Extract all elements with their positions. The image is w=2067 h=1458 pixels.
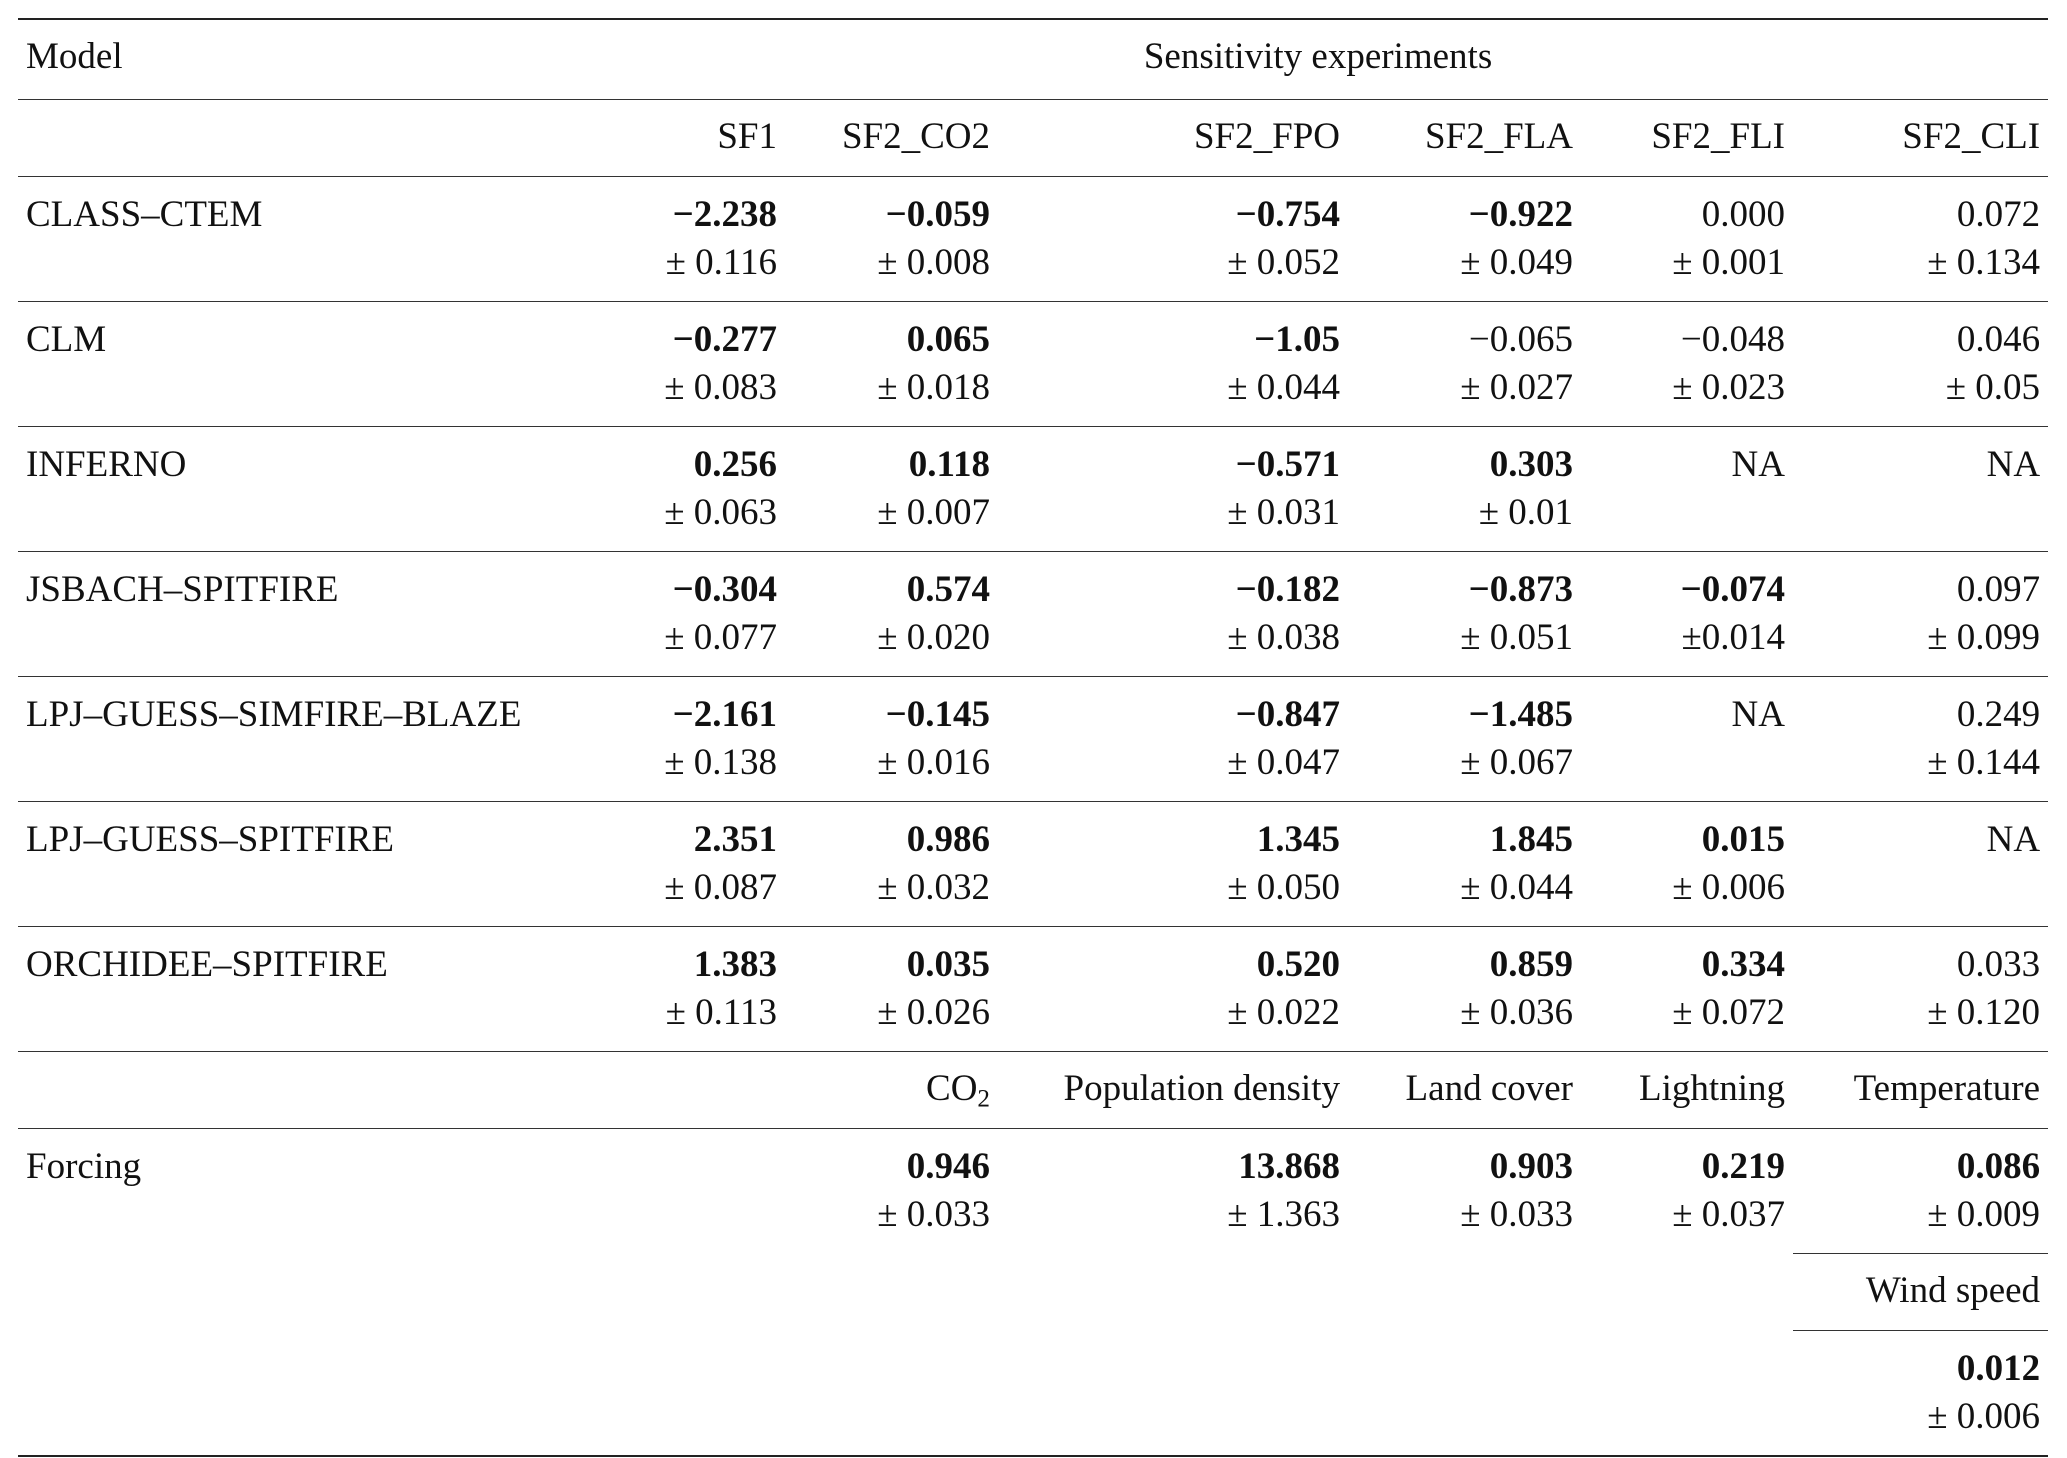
table-cell	[1348, 552, 1581, 677]
cell-error: ± 1.363	[1227, 1194, 1340, 1235]
cell-error: ± 0.050	[1227, 867, 1340, 908]
cell-error: ±0.014	[1681, 617, 1785, 658]
cell-error: ± 0.009	[1927, 1194, 2041, 1235]
cell-error: ± 0.032	[877, 867, 990, 908]
model-name: CLASS–CTEM	[18, 177, 588, 302]
cell-error: ± 0.099	[1927, 617, 2041, 658]
cell-error: ± 0.027	[1460, 367, 1573, 408]
cell-value: −0.304	[672, 569, 777, 610]
experiment-header-row	[18, 100, 2048, 177]
table-cell	[998, 552, 1348, 677]
forcing-header-lightning: Lightning	[1581, 1052, 1793, 1129]
cell-value: 0.046	[1956, 319, 2041, 360]
table-cell	[785, 802, 998, 927]
col-header-sf2-cli: SF2_CLI	[1793, 100, 2048, 177]
cell-value: 0.035	[906, 944, 990, 985]
table-cell	[785, 302, 998, 427]
forcing-header-land-cover: Land cover	[1348, 1052, 1581, 1129]
model-name: INFERNO	[18, 427, 588, 552]
forcing-header-co2	[785, 1052, 998, 1129]
cell-error: ± 0.051	[1460, 617, 1573, 658]
cell-value: −0.277	[672, 319, 777, 360]
wind-header-spacer	[18, 1254, 1793, 1331]
cell-value: 0.000	[1701, 194, 1785, 235]
table-cell	[1348, 677, 1581, 802]
table-cell	[1793, 302, 2048, 427]
cell-error: ± 0.116	[665, 242, 777, 283]
table-cell	[1793, 927, 2048, 1052]
table-cell	[1348, 427, 1581, 552]
wind-speed-label: Wind speed	[1793, 1254, 2048, 1331]
cell-value: −2.238	[672, 194, 777, 235]
table-cell	[785, 677, 998, 802]
cell-value: 2.351	[693, 819, 777, 860]
table-cell	[588, 927, 785, 1052]
sensitivity-table	[18, 18, 2048, 1457]
table-cell	[998, 927, 1348, 1052]
cell-error: ± 0.049	[1460, 242, 1573, 283]
cell-error: ± 0.138	[664, 742, 777, 783]
cell-value: −0.847	[1235, 694, 1340, 735]
table-cell	[1581, 552, 1793, 677]
cell-value: 0.012	[1956, 1348, 2041, 1389]
cell-value: 0.520	[1256, 944, 1340, 985]
cell-value: −0.065	[1468, 319, 1573, 360]
model-name: LPJ–GUESS–SPITFIRE	[18, 802, 588, 927]
cell-value: 0.946	[906, 1146, 990, 1187]
cell-value: 0.065	[906, 319, 990, 360]
table-cell	[588, 552, 785, 677]
wind-header-row	[18, 1254, 2048, 1331]
table-cell	[1793, 677, 2048, 802]
forcing-header-spacer	[18, 1052, 588, 1129]
forcing-empty-cell	[588, 1129, 785, 1254]
cell-value: 0.097	[1956, 569, 2041, 610]
cell-error: ± 0.044	[1460, 867, 1573, 908]
cell-error: ± 0.023	[1672, 367, 1785, 408]
cell-value: 0.015	[1701, 819, 1785, 860]
cell-error: ± 0.036	[1460, 992, 1573, 1033]
co2-subscript: 2	[977, 1085, 990, 1113]
forcing-label: Forcing	[18, 1129, 588, 1254]
cell-error: ± 0.001	[1672, 242, 1785, 283]
cell-value: 0.249	[1956, 694, 2041, 735]
cell-error: ± 0.144	[1927, 742, 2041, 783]
cell-value: 0.118	[908, 444, 990, 485]
table-cell	[588, 302, 785, 427]
forcing-population-cell	[998, 1129, 1348, 1254]
wind-speed-cell	[1793, 1331, 2048, 1457]
col-header-sf2-fpo: SF2_FPO	[998, 100, 1348, 177]
model-name: ORCHIDEE–SPITFIRE	[18, 927, 588, 1052]
table-row	[18, 677, 2048, 802]
cell-error: ± 0.01	[1478, 492, 1573, 533]
table-cell	[785, 427, 998, 552]
forcing-co2-cell	[785, 1129, 998, 1254]
table-cell	[1348, 927, 1581, 1052]
table-cell	[588, 802, 785, 927]
col-header-sf2-fla: SF2_FLA	[1348, 100, 1581, 177]
table-cell	[1581, 677, 1793, 802]
cell-value: 1.345	[1256, 819, 1340, 860]
table-cell	[998, 177, 1348, 302]
cell-error: ± 0.063	[664, 492, 777, 533]
cell-error: ± 0.016	[877, 742, 990, 783]
table-row	[18, 927, 2048, 1052]
cell-value: 0.086	[1956, 1146, 2041, 1187]
table-cell	[998, 427, 1348, 552]
table-row	[18, 177, 2048, 302]
cell-value: 0.033	[1956, 944, 2041, 985]
cell-error: ± 0.083	[664, 367, 777, 408]
cell-value: 13.868	[1238, 1146, 1340, 1187]
model-name: JSBACH–SPITFIRE	[18, 552, 588, 677]
table-cell	[998, 677, 1348, 802]
cell-value: 0.574	[906, 569, 990, 610]
cell-error: ± 0.077	[664, 617, 777, 658]
cell-value: −1.05	[1254, 319, 1340, 360]
cell-value: −0.754	[1235, 194, 1340, 235]
cell-error: ± 0.033	[1460, 1194, 1573, 1235]
table-row	[18, 802, 2048, 927]
cell-value: −0.922	[1468, 194, 1573, 235]
cell-error: ± 0.044	[1227, 367, 1340, 408]
forcing-temperature-cell	[1793, 1129, 2048, 1254]
col-header-sf2-co2: SF2_CO2	[785, 100, 998, 177]
header-spacer	[18, 100, 588, 177]
table-cell	[785, 552, 998, 677]
table-cell	[785, 177, 998, 302]
table-cell	[1348, 802, 1581, 927]
table-cell	[1581, 177, 1793, 302]
table-cell	[1348, 177, 1581, 302]
forcing-header-row	[18, 1052, 2048, 1129]
cell-error: ± 0.018	[877, 367, 990, 408]
cell-value: 0.219	[1701, 1146, 1785, 1187]
cell-value: 0.256	[693, 444, 777, 485]
cell-error: ± 0.037	[1672, 1194, 1785, 1235]
forcing-lightning-cell	[1581, 1129, 1793, 1254]
cell-error: ± 0.120	[1927, 992, 2041, 1033]
cell-value: −0.048	[1680, 319, 1785, 360]
cell-error: ± 0.113	[665, 992, 777, 1033]
cell-value: 0.303	[1489, 444, 1573, 485]
cell-error: ± 0.031	[1227, 492, 1340, 533]
wind-row-spacer	[18, 1331, 1793, 1457]
cell-error: ± 0.134	[1927, 242, 2041, 283]
table-cell	[588, 177, 785, 302]
cell-value: −0.059	[885, 194, 990, 235]
cell-error: ± 0.038	[1227, 617, 1340, 658]
forcing-header-spacer-2	[588, 1052, 785, 1129]
cell-error: ± 0.008	[877, 242, 990, 283]
cell-value: 1.383	[693, 944, 777, 985]
table-cell	[1581, 302, 1793, 427]
forcing-row	[18, 1129, 2048, 1254]
cell-error: ± 0.007	[877, 492, 990, 533]
table-cell	[998, 302, 1348, 427]
cell-error: ± 0.052	[1227, 242, 1340, 283]
forcing-header-population: Population density	[998, 1052, 1348, 1129]
cell-error: ± 0.05	[1945, 367, 2041, 408]
table-cell	[1581, 427, 1793, 552]
cell-error: ± 0.020	[877, 617, 990, 658]
cell-error: ± 0.006	[1927, 1396, 2041, 1437]
model-name: LPJ–GUESS–SIMFIRE–BLAZE	[18, 677, 588, 802]
model-rows	[18, 177, 2048, 1052]
cell-value: −1.485	[1468, 694, 1573, 735]
table-row	[18, 302, 2048, 427]
table-cell	[1581, 802, 1793, 927]
col-header-sf1: SF1	[588, 100, 785, 177]
cell-value: 0.334	[1701, 944, 1785, 985]
cell-value: −0.571	[1235, 444, 1340, 485]
cell-value: −0.074	[1680, 569, 1785, 610]
table-cell	[1581, 927, 1793, 1052]
cell-value: NA	[1731, 694, 1785, 735]
table-cell	[785, 927, 998, 1052]
table-cell	[588, 427, 785, 552]
model-column-label: Model	[18, 19, 588, 100]
cell-error: ± 0.026	[877, 992, 990, 1033]
cell-value: 0.072	[1956, 194, 2041, 235]
table-cell	[1793, 802, 2048, 927]
table-cell	[1793, 552, 2048, 677]
cell-value: −0.873	[1468, 569, 1573, 610]
table-cell	[1793, 177, 2048, 302]
cell-error: ± 0.072	[1672, 992, 1785, 1033]
caption-row	[18, 19, 2048, 100]
wind-row	[18, 1331, 2048, 1457]
cell-value: NA	[1986, 444, 2041, 485]
experiments-heading: Sensitivity experiments	[588, 19, 2048, 100]
cell-value: 0.986	[906, 819, 990, 860]
forcing-land-cover-cell	[1348, 1129, 1581, 1254]
cell-value: −0.182	[1235, 569, 1340, 610]
table-cell	[1793, 427, 2048, 552]
co2-label: CO	[926, 1068, 978, 1109]
cell-error: ± 0.047	[1227, 742, 1340, 783]
cell-error: ± 0.067	[1460, 742, 1573, 783]
model-name: CLM	[18, 302, 588, 427]
forcing-header-temperature: Temperature	[1793, 1052, 2048, 1129]
cell-value: 0.859	[1489, 944, 1573, 985]
table-cell	[1348, 302, 1581, 427]
cell-error: ± 0.006	[1672, 867, 1785, 908]
cell-value: NA	[1986, 819, 2041, 860]
table-cell	[998, 802, 1348, 927]
cell-error: ± 0.022	[1227, 992, 1340, 1033]
cell-value: 1.845	[1489, 819, 1573, 860]
cell-value: 0.903	[1489, 1146, 1573, 1187]
col-header-sf2-fli: SF2_FLI	[1581, 100, 1793, 177]
cell-error: ± 0.033	[877, 1194, 990, 1235]
cell-value: NA	[1731, 444, 1785, 485]
cell-value: −2.161	[672, 694, 777, 735]
cell-error: ± 0.087	[664, 867, 777, 908]
table-row	[18, 427, 2048, 552]
table-row	[18, 552, 2048, 677]
table-cell	[588, 677, 785, 802]
cell-value: −0.145	[885, 694, 990, 735]
